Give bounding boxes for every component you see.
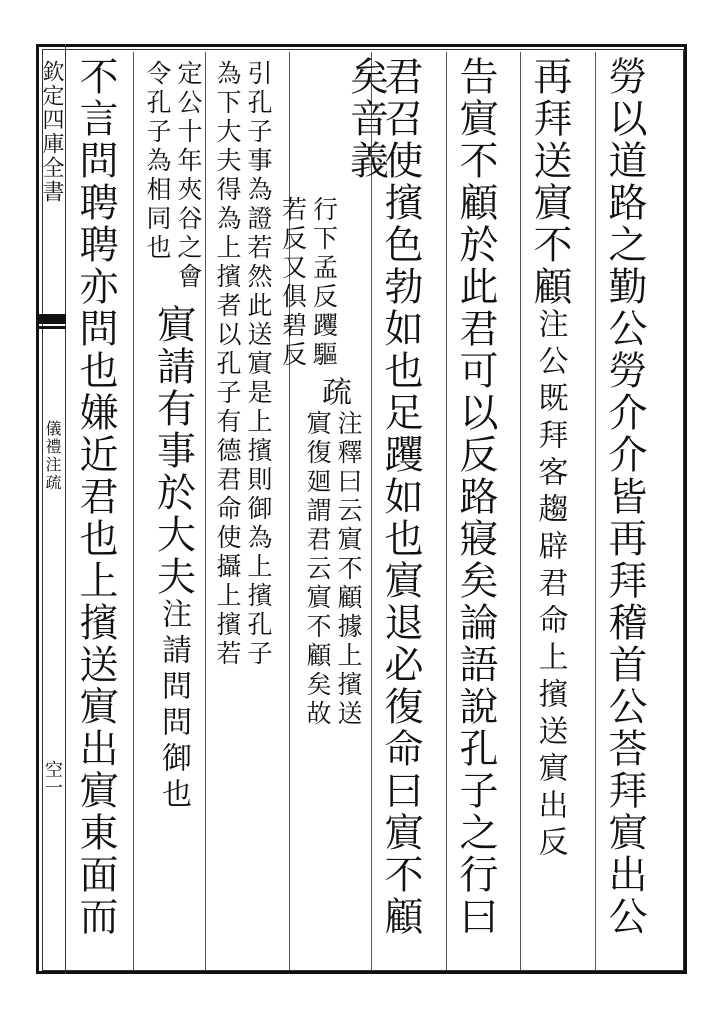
sub-note-left: 為下大夫得為上擯者以孔子有德君命使攝上擯若 [213,60,242,669]
text-column-5 [278,56,389,729]
fish-tail-mark-line [36,326,66,329]
collection-title: 欽定四庫全書 [39,60,64,204]
note-text: 注公既拜客趨辟君命上擯送賔出反 [532,308,568,863]
sub-note-right: 定公十年夾谷之會 [174,60,203,292]
book-title: 儀禮注疏 [43,420,62,492]
fish-tail-mark [36,314,66,324]
text-column-2 [527,56,572,863]
column-rule [520,52,521,970]
column-rule [133,52,134,970]
sub-note-left: 若反又俱碧反 [278,196,308,370]
column-rule [595,52,596,970]
sub-note-right: 行下孟反躩驅 [309,196,339,370]
column-rule [205,52,206,970]
text-column-7 [143,60,203,814]
main-text: 再拜送賔不顧 [527,56,572,308]
column-rule [446,52,447,970]
sub-note-left: 令孔子為相同也 [143,60,172,263]
main-text: 矣 [343,56,389,98]
text-column-6 [215,60,271,669]
sub-note-right-2: 注釋曰云賔不顧據上擯送 [334,410,363,729]
main-text: 賔請有事於大夫 [150,304,196,598]
text-column-4: 君召使擯色勃如也足躩如也賔退必復命曰賔不顧 [378,56,423,938]
text-column-3: 告賔不顧於此君可以反路寢矣論語說孔子之行曰 [453,56,498,938]
note-text: 注請問問御也 [156,598,191,814]
page-number: 空一 [42,760,63,796]
text-column-1: 勞以道路之勤公勞介介皆再拜稽首公荅拜賔出公 [602,56,647,938]
shu-label: 疏 [316,376,351,406]
note-label: 音義 [343,98,389,182]
sub-note-right: 引孔子事為證若然此送賔是上擯則御為上擯孔子 [244,60,273,669]
text-column-8: 不言問聘聘亦問也嫌近君也上擯送賔出賔東面而 [73,56,118,938]
sub-note-left-2: 賔復廻謂君云賔不顧矣故 [303,410,332,729]
